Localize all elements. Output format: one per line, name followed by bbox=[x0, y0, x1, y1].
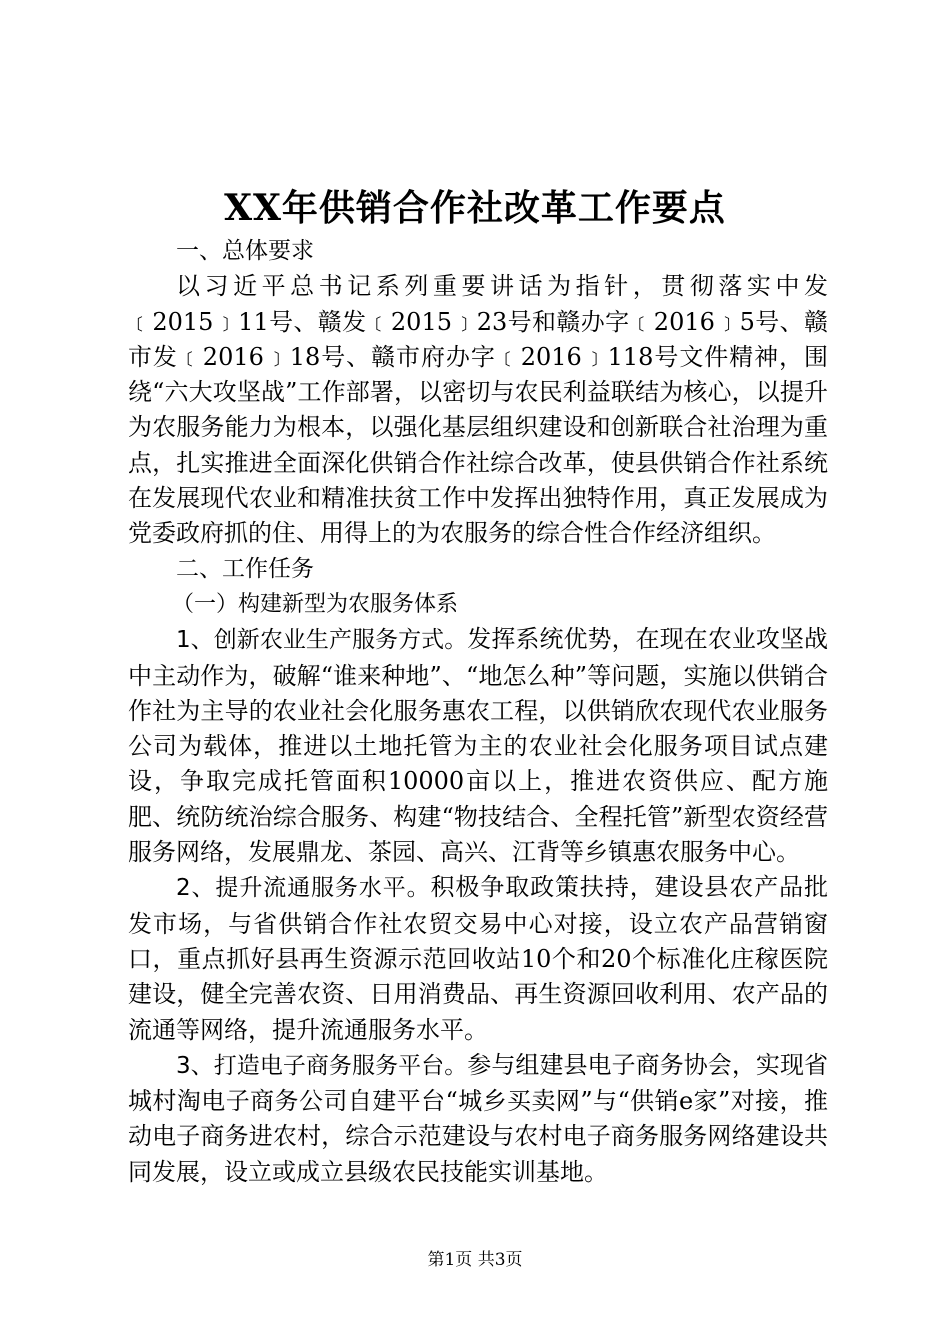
section-heading-work-tasks: 二、工作任务 bbox=[176, 555, 314, 582]
paragraph-item-1 bbox=[128, 622, 828, 870]
subsection-heading-service-system: （一）构建新型为农服务体系 bbox=[172, 591, 459, 617]
item-1-text: 发挥系统优势，在现在农业攻坚战中主动作为，破解“谁来种地”、“地怎么种”等问题，实施以供销合作社为主导的农业社会化服务惠农工程，以供销欣农现代农业服务公司为载体，推进以土地托管为主的农业社会化服务项目试点建设，争取完成托管面积10000亩以上，推进农资供应、配方施肥、统防统治综合服务、构建“物技结合、全程托管”新型农资经营服务网络，发展鼎龙、茶园、高兴、江背等乡镇惠农服务中心。 bbox=[128, 625, 829, 867]
document-title: XX年供销合作社改革工作要点 bbox=[224, 187, 726, 229]
document-body bbox=[128, 234, 828, 1190]
paragraph-general-requirements: 以习近平总书记系列重要讲话为指针，贯彻落实中发﹝2015﹞11号、赣发﹝2015﹞23号和赣办字﹝2016﹞5号、赣市发﹝2016﹞18号、赣市府办字﹝2016﹞118号文件精神，围绕“六大攻坚战”工作部署，以密切与农民利益联结为核心，以提升为农服务能力为根本，以强化基层组织建设和创新联合社治理为重点，扎实推进全面深化供销合作社综合改革，使县供销合作社系统在发展现代农业和精准扶贫工作中发挥出独特作用，真正发展成为党委政府抓的住、用得上的为农服务的综合性合作经济组织。 bbox=[128, 272, 828, 548]
section-heading-general-requirements: 一、总体要求 bbox=[176, 238, 314, 264]
paragraph-item-3 bbox=[128, 1048, 828, 1190]
page-footer: 第1页 共3页 bbox=[427, 1250, 523, 1270]
item-1-lead: 1、创新农业生产服务方式。 bbox=[176, 627, 468, 654]
paragraph-item-2 bbox=[128, 870, 828, 1047]
item-3-lead: 3、打造电子商务服务平台。 bbox=[176, 1052, 468, 1079]
item-2-text: 积极争取政策扶持，建设县农产品批发市场，与省供销合作社农贸交易中心对接，设立农产品营销窗口，重点抓好县再生资源示范回收站10个和20个标准化庄稼医院建设，健全完善农资、日用消费品、再生资源回收利用、农产品的流通等网络，提升流通服务水平。 bbox=[128, 873, 829, 1044]
item-3-text: 参与组建县电子商务协会，实现省城村淘电子商务公司自建平台“城乡买卖网”与“供销e家”对接，推动电子商务进农村，综合示范建设与农村电子商务服务网络建设共同发展，设立或成立县级农民技能实训基地。 bbox=[128, 1050, 829, 1186]
item-2-lead: 2、提升流通服务水平。 bbox=[176, 875, 431, 902]
